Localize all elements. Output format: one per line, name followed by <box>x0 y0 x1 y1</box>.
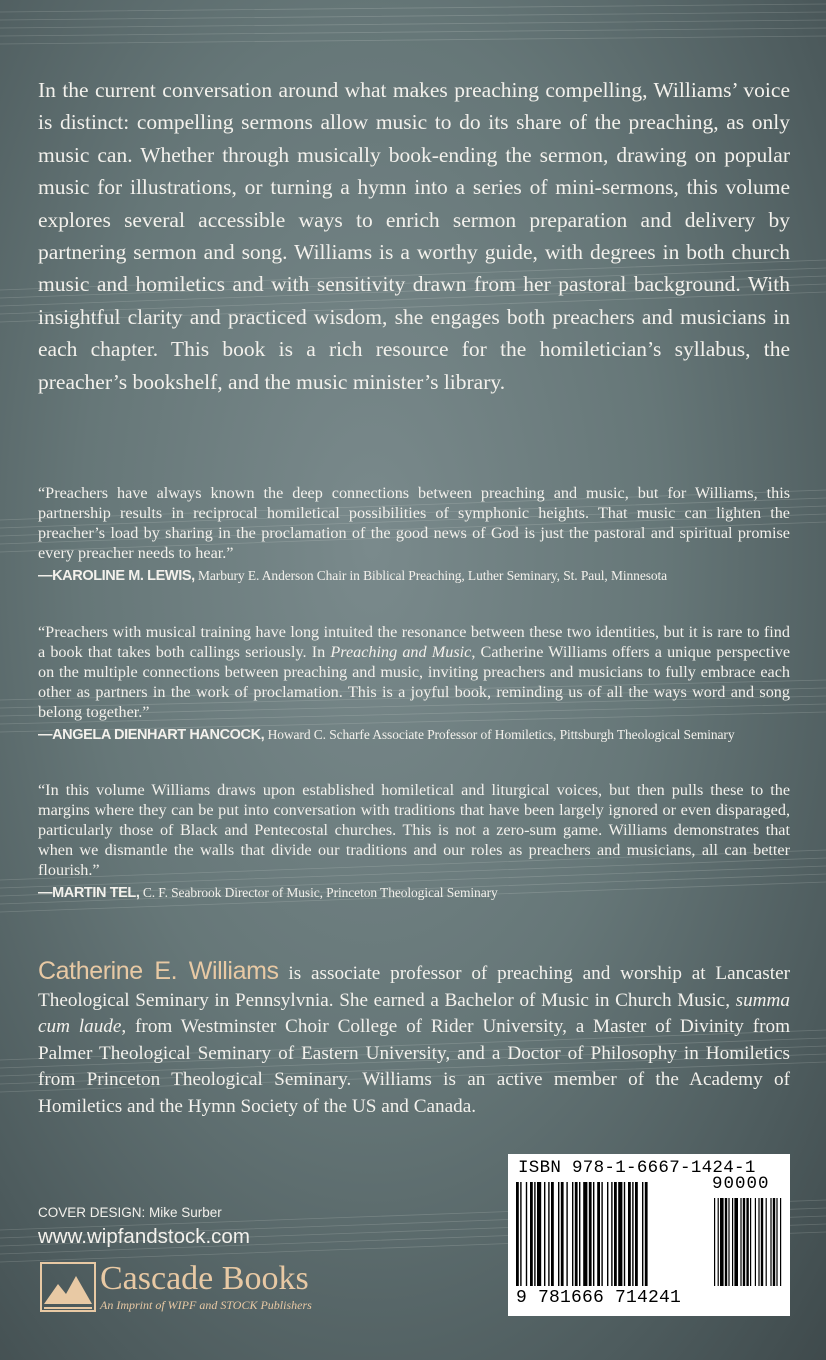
barcode-bar <box>526 1182 527 1286</box>
barcode-bar <box>579 1182 580 1286</box>
barcode-bar <box>583 1182 587 1286</box>
endorser-title: C. F. Seabrook Director of Music, Princeton Theological Seminary <box>142 885 498 900</box>
barcode-bar <box>743 1198 745 1286</box>
barcode-bar <box>740 1198 741 1286</box>
isbn-barcode <box>508 1154 790 1316</box>
barcode-bar <box>558 1182 559 1286</box>
quote-text: , Catherine Williams offers a unique perspective on the multiple connections between preaching and music, inviting preachers and musicians to fully embrace each other as partners in the work of proclamation. This is a joyful book, reminding us of all the ways word and song belong together.” <box>38 643 791 721</box>
endorsement-tel <box>38 780 790 901</box>
endorser-name: —KAROLINE M. LEWIS, <box>38 568 195 584</box>
barcode-bar <box>548 1182 549 1286</box>
endorsement-attribution <box>38 568 790 584</box>
endorser-name: —MARTIN TEL, <box>38 885 140 901</box>
book-description: In the current conversation around what makes preaching compelling, Williams’ voice is distinct: compelling sermons allow music to do its share of the preaching, as only music can. Whether through musically book-ending the sermon, drawing on popular music for illustrations, or turning a hymn into a series of mini-sermons, this volume explores several accessible ways to enrich sermon preparation and delivery by partnering sermon and song. Williams is a worthy guide, with degrees in both church music and homiletics and with sensitivity drawn from her pastoral background. With insightful clarity and practiced wisdom, she engages both preachers and musicians in each chapter. This book is a rich resource for the homiletician’s syllabus, the preacher’s bookshelf, and the music minister’s library. <box>38 78 790 394</box>
bio-text: is associate professor of preaching and worship at Lancaster Theological Seminary in Pennsylvnia. She earned a Bachelor of Music in Church Music, <box>38 963 790 1011</box>
barcode-bar <box>720 1198 724 1286</box>
endorsement-quote: “In this volume Williams draws upon established homiletical and liturgical voices, but then pulls these to the margins where they can be put into conversation with traditions that have been largely ignored or even disparaged, particularly those of Black and Pentecostal churches. This is not a zero-sum game. Williams demonstrates that when we dismantle the walls that divide our traditions and our roles as preachers and musicians, all can better flourish.” <box>38 781 790 879</box>
barcode-bar <box>611 1182 612 1286</box>
barcode-bar <box>530 1182 533 1286</box>
cover-design-credit: COVER DESIGN: Mike Surber <box>38 1205 222 1220</box>
ean-digits: 9 781666 714241 <box>516 1288 682 1308</box>
endorser-name: —ANGELA DIENHART HANCOCK, <box>38 727 265 743</box>
endorsement-hancock <box>38 622 790 743</box>
endorsement-quote <box>38 622 790 722</box>
barcode-bar <box>575 1182 578 1286</box>
bio-text: , from Westminster Choir College of Rider University, a Master of Divinity from Palmer Theological Seminary of Eastern University, and a Doctor of Philosophy in Homiletics from Princeton Theological Seminary. Williams is an active member of the Academy of Homiletics and the Hymn Society of the US and Canada. <box>38 1016 790 1117</box>
barcode-bar <box>732 1198 733 1286</box>
barcode-bar <box>537 1182 541 1286</box>
barcode-bar <box>770 1198 771 1286</box>
barcode-bar <box>597 1182 600 1286</box>
barcode-bar <box>755 1198 756 1286</box>
endorser-title: Howard C. Scharfe Associate Professor of Homiletics, Pittsburgh Theological Seminary <box>267 727 735 742</box>
barcode-bar <box>544 1182 545 1286</box>
barcode-bar <box>642 1182 643 1286</box>
barcode-bar <box>624 1182 625 1286</box>
barcode-bar <box>718 1198 719 1286</box>
endorser-title: Marbury E. Anderson Chair in Biblical Preaching, Luther Seminary, St. Paul, Minnesota <box>198 568 668 583</box>
barcode-bar <box>746 1198 748 1286</box>
barcode-bar <box>645 1182 648 1286</box>
quote-text: “Preachers with musical training have long intuited the resonance between these two identities, but it is rare to find a book that takes both callings seriously. In <box>38 623 790 661</box>
barcode-bar <box>780 1198 781 1286</box>
author-name: Catherine E. Williams <box>38 957 279 985</box>
barcode-bar <box>618 1182 622 1286</box>
barcode-bar <box>773 1198 775 1286</box>
barcode-bar <box>607 1182 608 1286</box>
barcode-bar <box>572 1182 573 1286</box>
author-bio <box>38 958 790 1121</box>
barcode-bar <box>534 1182 535 1286</box>
barcode-bar <box>551 1182 554 1286</box>
publisher-name: Cascade Books <box>100 1260 309 1297</box>
endorsement-attribution <box>38 885 790 901</box>
barcode-bar <box>725 1198 727 1286</box>
barcode-bar <box>561 1182 564 1286</box>
barcode-bar <box>734 1198 738 1286</box>
isbn-number: ISBN 978-1-6667-1424-1 <box>518 1158 756 1178</box>
endorsement-quote: “Preachers have always known the deep connections between preaching and music, but for Williams, this partnership results in reciprocal homiletical possibilities of symphonic heights. That music can lighten the preacher’s load by sharing in the proclamation of the good news of God is just the pastoral and spiritual promise every preacher needs to hear.” <box>38 484 790 562</box>
barcode-bar <box>766 1198 767 1286</box>
endorsement-attribution <box>38 727 790 743</box>
barcode-bar <box>776 1198 777 1286</box>
barcode-bar <box>614 1182 617 1286</box>
publisher-imprint: An Imprint of WIPF and STOCK Publishers <box>100 1298 312 1312</box>
barcode-bar <box>728 1198 729 1286</box>
barcode-bar <box>758 1198 759 1286</box>
price-code: 90000 <box>712 1174 770 1194</box>
bio-latin-honor: summa cum laude <box>38 989 790 1038</box>
barcode-bar <box>566 1182 567 1286</box>
barcode-bar <box>520 1182 521 1286</box>
barcode-bar <box>632 1182 633 1286</box>
barcode-bar <box>593 1182 594 1286</box>
publisher-website: www.wipfandstock.com <box>38 1225 250 1248</box>
barcode-bar <box>761 1198 763 1286</box>
barcode-bar <box>714 1198 715 1286</box>
book-title: Preaching and Music <box>330 643 472 661</box>
barcode-bar <box>589 1182 592 1286</box>
barcode-bar <box>750 1198 751 1286</box>
barcode-bar <box>635 1182 638 1286</box>
barcode-bar <box>516 1182 519 1286</box>
mountain-logo-icon <box>40 1262 96 1312</box>
barcode-bar <box>628 1182 631 1286</box>
endorsement-lewis <box>38 483 790 584</box>
publisher-logo <box>40 1262 312 1313</box>
barcode-bar <box>601 1182 602 1286</box>
